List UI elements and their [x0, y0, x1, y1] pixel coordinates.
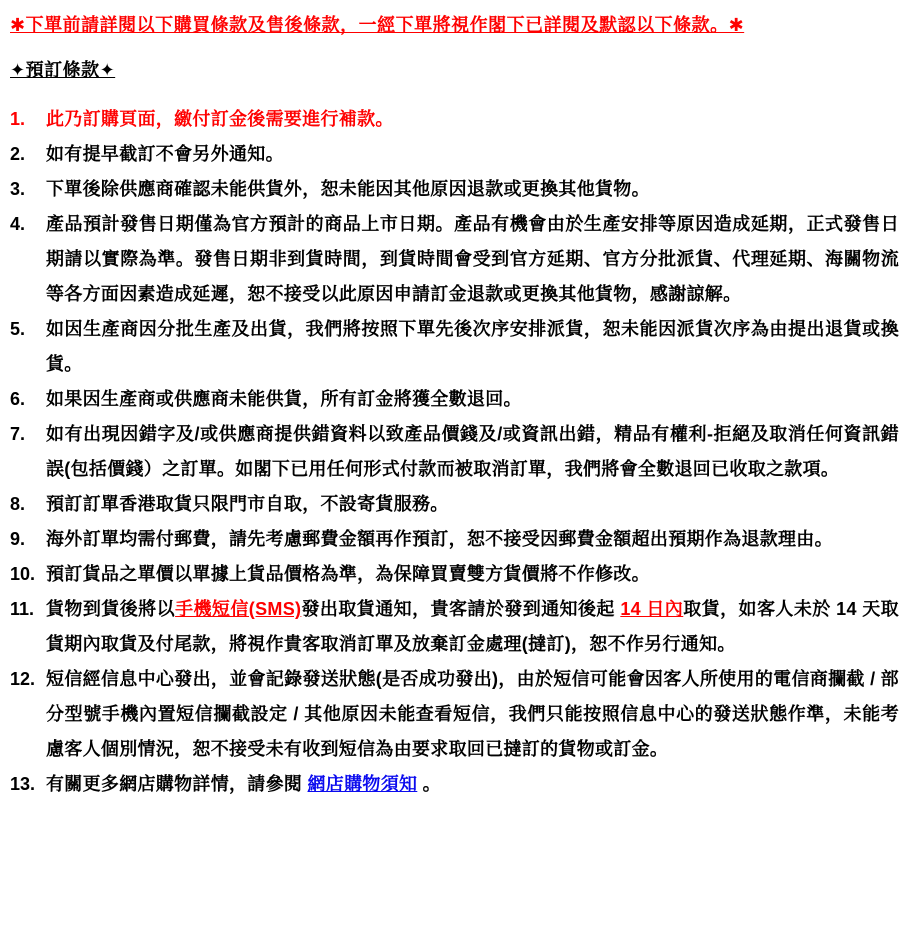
term-item-7: [10, 417, 899, 487]
term-segment: 。: [417, 773, 441, 794]
term-segment: 海外訂單均需付郵費，請先考慮郵費金額再作預訂，恕不接受因郵費金額超出預期作為退款理由。: [46, 528, 833, 549]
term-number: 2.: [10, 143, 26, 164]
term-item-13: [10, 767, 899, 802]
term-item-12: [10, 662, 899, 767]
term-text: [46, 102, 899, 137]
term-item-3: [10, 172, 899, 207]
term-segment: 產品預計發售日期僅為官方預計的商品上市日期。產品有機會由於生產安排等原因造成延期，正式發售日期請以實際為準。發售日期非到貨時間，到貨時間會受到官方延期、官方分批派貨、代理延期、海關物流等各方面因素造成延遲，恕不接受以此原因申請訂金退款或更換其他貨物，感謝諒解。: [46, 213, 899, 304]
term-item-10: [10, 557, 899, 592]
term-text: [46, 767, 899, 802]
term-highlight: 手機短信(SMS): [175, 598, 302, 619]
term-text: [46, 312, 899, 382]
term-number: 3.: [10, 178, 26, 199]
shop-guide-link[interactable]: 網店購物須知: [307, 773, 418, 794]
term-text: [46, 487, 899, 522]
term-segment: 取貨，如客人未於 14 天取貨期內取貨及付尾款，將視作貴客取消訂單及放棄訂金處理(撻訂)，恕不作另行通知。: [46, 598, 899, 654]
term-segment: 預訂貨品之單價以單據上貨品價格為準，為保障買賣雙方貨價將不作修改。: [46, 563, 650, 584]
term-number: 13.: [10, 773, 36, 794]
term-segment: 有關更多網店購物詳情，請參閱: [46, 773, 308, 794]
term-text: [46, 382, 899, 417]
term-segment: 如因生產商因分批生產及出貨，我們將按照下單先後次序安排派貨，恕未能因派貨次序為由提出退貨或換貨。: [46, 318, 899, 374]
term-text: [46, 137, 899, 172]
term-segment: 如果因生產商或供應商未能供貨，所有訂金將獲全數退回。: [46, 388, 522, 409]
term-highlight: 14 日內: [620, 598, 684, 619]
term-text: [46, 172, 899, 207]
term-text: [46, 207, 899, 312]
term-text: [46, 522, 899, 557]
term-number: 1.: [10, 108, 26, 129]
section-title-preorder-terms: ✦預訂條款✦: [10, 59, 116, 80]
term-item-6: [10, 382, 899, 417]
term-highlight: 此乃訂購頁面，繳付訂金後需要進行補款。: [46, 108, 394, 129]
term-item-4: [10, 207, 899, 312]
terms-list: [10, 102, 899, 802]
term-number: 5.: [10, 318, 26, 339]
term-segment: 短信經信息中心發出，並會記錄發送狀態(是否成功發出)，由於短信可能會因客人所使用的電信商攔截 / 部分型號手機內置短信攔截設定 / 其他原因未能查看短信，我們只能按照信息中心的發送狀態作準，未能考慮客人個別情況，恕不接受未有收到短信為由要求取回已撻訂的貨物或訂金。: [46, 668, 899, 759]
term-segment: 預訂訂單香港取貨只限門市自取，不設寄貨服務。: [46, 493, 449, 514]
term-segment: 如有提早截訂不會另外通知。: [46, 143, 284, 164]
term-text: [46, 662, 899, 767]
term-number: 8.: [10, 493, 26, 514]
term-number: 7.: [10, 423, 26, 444]
term-number: 4.: [10, 213, 26, 234]
term-segment: 如有出現因錯字及/或供應商提供錯資料以致產品價錢及/或資訊出錯，精品有權利-拒絕及取消任何資訊錯誤(包括價錢）之訂單。如閣下已用任何形式付款而被取消訂單，我們將會全數退回已收取之款項。: [46, 423, 899, 479]
term-segment: 下單後除供應商確認未能供貨外，恕未能因其他原因退款或更換其他貨物。: [46, 178, 650, 199]
term-number: 6.: [10, 388, 26, 409]
term-text: [46, 592, 899, 662]
term-segment: 發出取貨通知，貴客請於發到通知後起: [301, 598, 621, 619]
term-text: [46, 557, 899, 592]
term-item-8: [10, 487, 899, 522]
term-number: 10.: [10, 563, 36, 584]
term-segment: 貨物到貨後將以: [46, 598, 176, 619]
term-item-9: [10, 522, 899, 557]
term-item-1: [10, 102, 899, 137]
term-item-11: [10, 592, 899, 662]
term-number: 9.: [10, 528, 26, 549]
term-item-2: [10, 137, 899, 172]
term-number: 11.: [10, 598, 35, 619]
purchase-notice-banner: ✱下單前請詳閱以下購買條款及售後條款，一經下單將視作閣下已詳閱及默認以下條款。✱: [10, 15, 745, 35]
term-number: 12.: [10, 668, 36, 689]
term-item-5: [10, 312, 899, 382]
term-text: [46, 417, 899, 487]
